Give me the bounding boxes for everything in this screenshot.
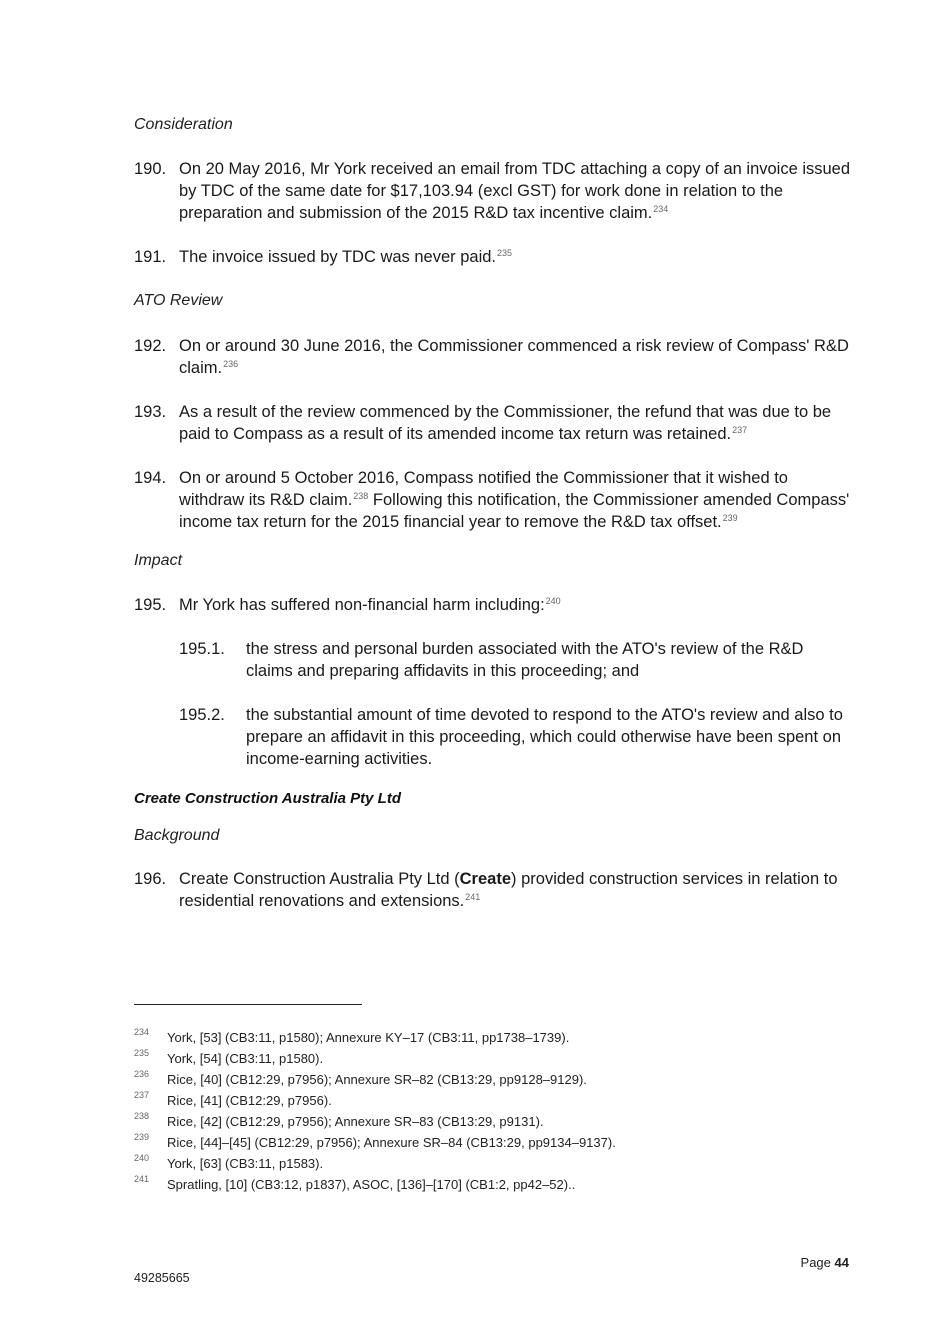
page-number: 44 (834, 1255, 849, 1270)
footnote-ref[interactable]: 239 (722, 513, 738, 523)
paragraph-text: As a result of the review commenced by the Commissioner, the refund that was due to be paid to Compass as a result of its amended income tax return was retained. (179, 403, 832, 443)
footnote-ref[interactable]: 235 (497, 248, 513, 258)
paragraph-text: On 20 May 2016, Mr York received an email from TDC attaching a copy of an invoice issued by TDC of the same date for $17,103.94 (excl GST) for work done in relation to the preparation and submission of the 2015 R&D tax incentive claim. (179, 160, 851, 222)
footnote-ref[interactable]: 236 (223, 359, 239, 369)
footnote-ref[interactable]: 241 (465, 892, 481, 902)
paragraph-text: Mr York has suffered non-financial harm including: (179, 596, 545, 614)
footnote-text: York, [63] (CB3:11, p1583). (167, 1156, 324, 1171)
section-heading-create: Create Construction Australia Pty Ltd (134, 790, 401, 807)
paragraph-text: The invoice issued by TDC was never paid. (179, 248, 497, 266)
footnote-number: 236 (134, 1069, 150, 1079)
paragraph-191 (134, 246, 854, 268)
footnote-text: Rice, [40] (CB12:29, p7956); Annexure SR–82 (CB13:29, pp9128–9129). (167, 1072, 587, 1087)
footnote-number: 234 (134, 1027, 150, 1037)
subparagraph-number: 195.2. (179, 706, 225, 724)
footnote-number: 239 (134, 1132, 150, 1142)
footnote-text: York, [54] (CB3:11, p1580). (167, 1051, 324, 1066)
footnote-text: Rice, [42] (CB12:29, p7956); Annexure SR–83 (CB13:29, p9131). (167, 1114, 544, 1129)
subparagraph-195-2 (179, 704, 849, 770)
paragraph-text: ) provided construction services in relation to residential renovations and extensions. (179, 870, 838, 910)
paragraph-number: 191. (134, 248, 167, 266)
subparagraph-195-1 (179, 638, 849, 682)
footnote-number: 240 (134, 1153, 150, 1163)
subparagraph-number: 195.1. (179, 640, 225, 658)
subparagraph-text: the substantial amount of time devoted to respond to the ATO's review and also to prepare an affidavit in this proceeding, which could otherwise have been spent on income-earning activities. (246, 706, 843, 768)
paragraph-text: Create Construction Australia Pty Ltd ( (179, 870, 460, 888)
paragraph-number: 194. (134, 469, 167, 487)
paragraph-195 (134, 594, 854, 616)
footnote-text: Rice, [44]–[45] (CB12:29, p7956); Annexure SR–84 (CB13:29, pp9134–9137). (167, 1135, 616, 1150)
paragraph-194 (134, 467, 854, 533)
paragraph-number: 195. (134, 596, 167, 614)
subparagraph-text: the stress and personal burden associated with the ATO's review of the R&D claims and preparing affidavits in this proceeding; and (246, 640, 804, 680)
footnote-number: 235 (134, 1048, 150, 1058)
footnote-ref[interactable]: 237 (732, 425, 748, 435)
paragraph-number: 190. (134, 160, 167, 178)
footnote-number: 237 (134, 1090, 150, 1100)
document-id: 49285665 (134, 1271, 190, 1285)
paragraph-number: 196. (134, 870, 167, 888)
footnote-number: 241 (134, 1174, 150, 1184)
paragraph-196 (134, 868, 854, 912)
footnote-ref[interactable]: 238 (353, 491, 369, 501)
footnote-text: York, [53] (CB3:11, p1580); Annexure KY–17 (CB3:11, pp1738–1739). (167, 1030, 570, 1045)
paragraph-text: On or around 30 June 2016, the Commissioner commenced a risk review of Compass' R&D claim. (179, 337, 849, 377)
footnote-text: Spratling, [10] (CB3:12, p1837), ASOC, [136]–[170] (CB1:2, pp42–52).. (167, 1177, 576, 1192)
footnote-number: 238 (134, 1111, 150, 1121)
section-heading-ato-review: ATO Review (134, 292, 223, 309)
section-heading-impact: Impact (134, 552, 183, 569)
paragraph-192 (134, 335, 854, 379)
section-heading-consideration: Consideration (134, 116, 233, 133)
footnote-ref[interactable]: 240 (545, 596, 561, 606)
paragraph-number: 193. (134, 403, 167, 421)
paragraph-text: Following this notification, the Commissioner amended Compass' income tax return for the 2015 financial year to remove the R&D tax offset. (179, 491, 850, 531)
paragraph-193 (134, 401, 854, 445)
page-label-text: Page (800, 1255, 831, 1270)
paragraph-text: On or around 5 October 2016, Compass notified the Commissioner that it wished to withdraw its R&D claim. (179, 469, 788, 509)
footnote-ref[interactable]: 234 (653, 204, 669, 214)
footnote-text: Rice, [41] (CB12:29, p7956). (167, 1093, 332, 1108)
paragraph-190 (134, 158, 854, 224)
defined-term: Create (459, 870, 512, 888)
section-heading-background: Background (134, 827, 220, 844)
paragraph-number: 192. (134, 337, 167, 355)
footnote-divider (134, 1004, 362, 1005)
page-number-label (801, 1255, 849, 1270)
